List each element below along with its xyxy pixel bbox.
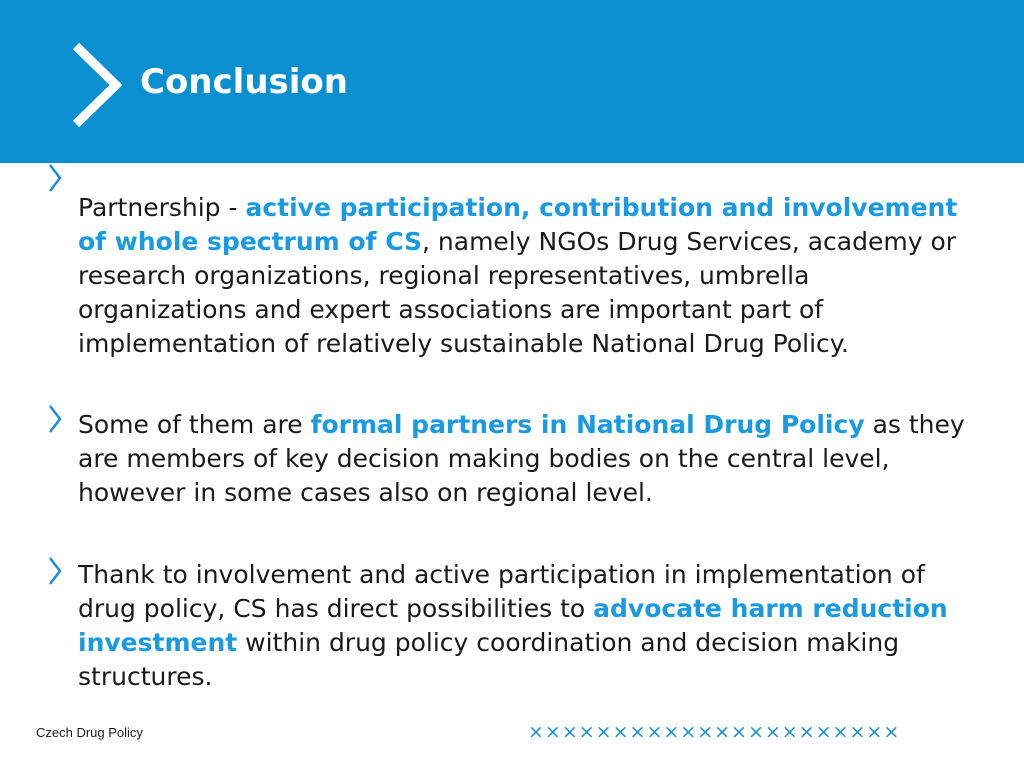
bullet-chevron-icon [47,404,63,434]
footer-label: Czech Drug Policy [36,725,143,740]
bullet-text: , namely NGOs Drug Services, academy or research organizations, regional representatives, umbrella organizations and expert associations are important part of implementation of relatively sustainable National Drug Policy. [78,227,957,358]
bullet-highlight: advocate harm reduction investment [78,594,948,657]
chevron-right-icon [70,42,122,128]
bullet-highlight: formal partners in National Drug Policy [310,410,865,439]
bullet-item [78,191,968,361]
bullet-item [78,408,968,510]
bullet-highlight: active participation, contribution and involvement of whole spectrum of CS [78,193,958,256]
bullet-text: as they are members of key decision making bodies on the central level, however in some cases also on regional level. [78,410,965,507]
footer-cross-pattern: ×××××××××××××××××××××× [528,721,901,743]
bullet-chevron-icon [47,556,63,586]
bullet-text: Some of them are [78,410,311,439]
bullet-text: Thank to involvement and active participation in implementation of drug policy, CS has direct possibilities to [78,560,925,623]
bullet-chevron-icon [47,163,63,193]
slide-header [0,0,1024,163]
bullet-text: Partnership - [78,193,246,222]
bullet-item [78,558,968,694]
bullet-text: within drug policy coordination and decision making structures. [78,628,900,691]
slide-title: Conclusion [140,62,348,102]
